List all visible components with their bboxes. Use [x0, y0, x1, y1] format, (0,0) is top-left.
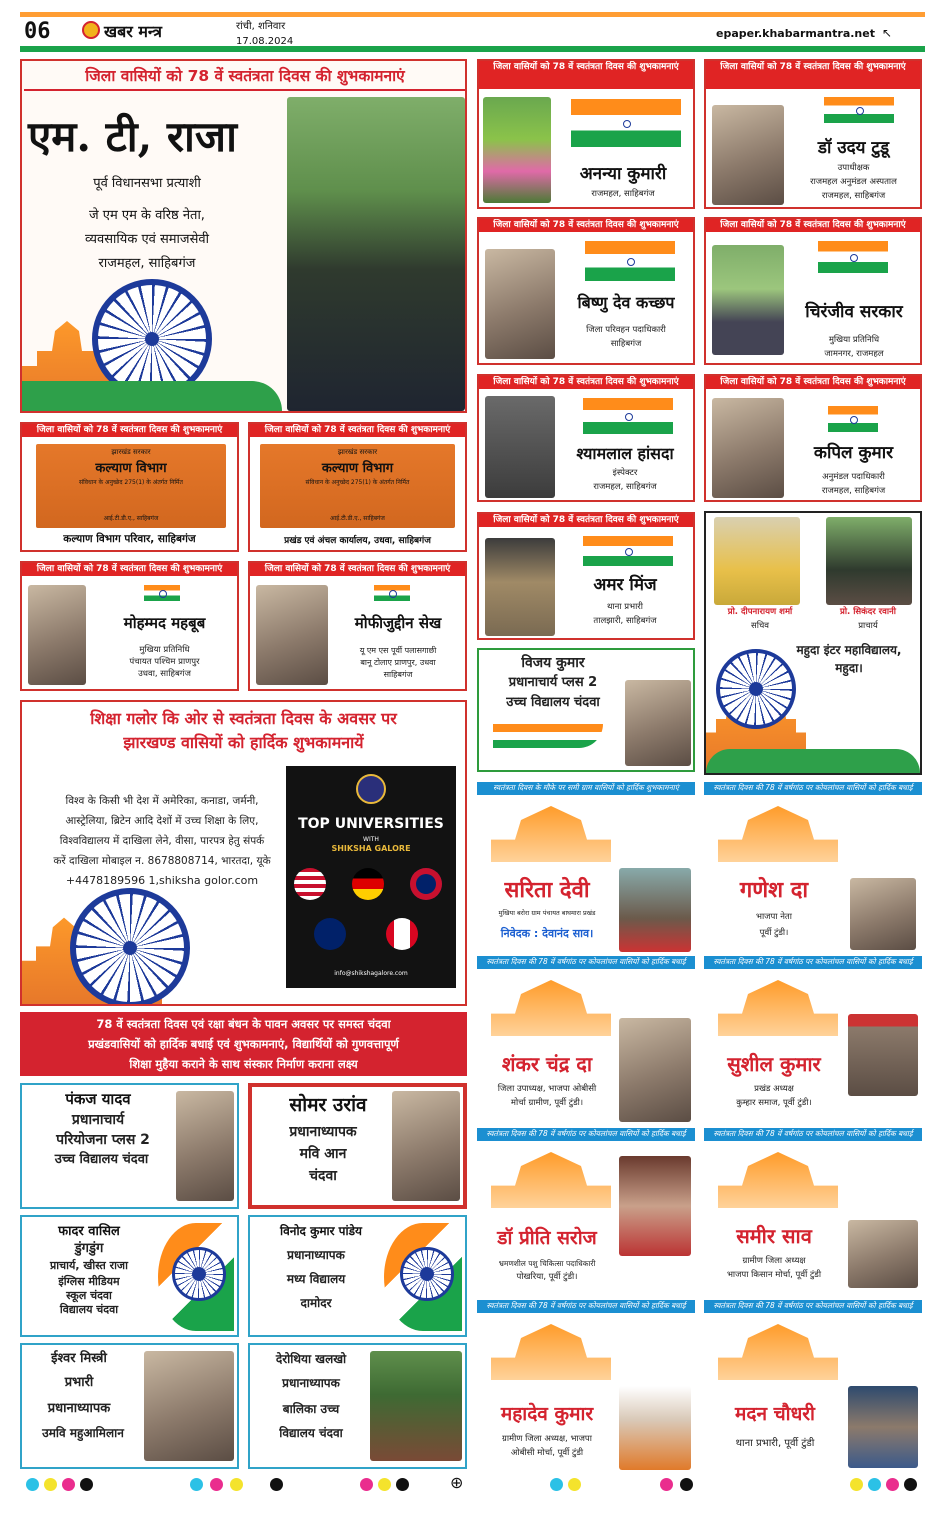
- main-ad: [20, 59, 467, 413]
- kalyan-ad-2: [248, 422, 467, 552]
- black-mark-icon: [680, 1478, 693, 1491]
- flag-icon: [828, 406, 878, 432]
- cyan-mark-icon: [868, 1478, 881, 1491]
- kalyan-1-caption: कल्याण विभाग परिवार, साहिबगंज: [63, 533, 196, 545]
- madan-photo: [848, 1386, 918, 1468]
- main-ad-place: राजमहल, साहिबगंज: [98, 256, 196, 271]
- issue-date: 17.08.2024: [236, 36, 294, 47]
- sameer-photo: [848, 1220, 918, 1288]
- mofizuddin-photo: [256, 585, 328, 685]
- ad-chiranjeev-sarkar: जिला वासियों को 78 वें स्वतंत्रता दिवस की शुभकामनाएं चिरंजीव सरकार मुखिया प्रतिनिधि जामनगर, राजमहल: [704, 217, 922, 365]
- ad-sushil-kumar: स्वतंत्रता दिवस की 78 वें वर्षगांठ पर कोयलांचल वासियों को हार्दिक बधाई सुशील कुमार प्रखंड अध्यक्ष कुम्हार समाज, पूर्वी टुंडी।: [704, 956, 922, 1124]
- ad-sarita-devi: स्वतंत्रता दिवस के मौके पर समी ग्राम वासियों को हार्दिक शुभकामनाएं सरिता देवी मुखिया बरोरा ग्राम पंचायत बाघमारा प्रखंड निवेदक : देवानंद साव।: [477, 782, 695, 952]
- ad-shyamlal-hansda: जिला वासियों को 78 वें स्वतंत्रता दिवस की शुभकामनाएं श्यामलाल हांसदा इंस्पेक्टर राजमहल, साहिबगंज: [477, 374, 695, 502]
- poster-logo-icon: [356, 774, 386, 804]
- canada-flag-icon: [386, 918, 418, 950]
- ad-bishnu-dev-kachhap: जिला वासियों को 78 वें स्वतंत्रता दिवस की शुभकामनाएं बिष्णु देव कच्छप जिला परिवहन पदाधिकारी साहिबगंज: [477, 217, 695, 365]
- amar-photo: [485, 538, 555, 636]
- flag-icon: [571, 99, 681, 147]
- flag-icon: [583, 398, 673, 434]
- ad-dr-preeti-saroj: स्वतंत्रता दिवस की 78 वें वर्षगांठ पर कोयलांचल वासियों को हार्दिक बधाई डॉ प्रीति सरोज भ्रमणशील पशु चिकित्सा पदाधिकारी पोखरिया, पूर्वी टुंडी।: [477, 1128, 695, 1296]
- mahboob-photo: [28, 585, 86, 685]
- green-wave: [706, 749, 920, 773]
- main-ad-desc1: जे एम एम के वरिष्ठ नेता,: [89, 208, 205, 223]
- ad-ananya-kumari: जिला वासियों को 78 वें स्वतंत्रता दिवस की शुभकामनाएं अनन्या कुमारी राजमहल, साहिबगंज: [477, 59, 695, 209]
- ananya-photo: [483, 97, 551, 203]
- ad-amar-minj: जिला वासियों को 78 वें स्वतंत्रता दिवस की शुभकामनाएं अमर मिंज थाना प्रभारी तालझारी, साहिबगंज: [477, 512, 695, 640]
- cyan-mark-icon: [190, 1478, 203, 1491]
- kalyan-2-caption: प्रखंड एवं अंचल कार्यालय, उधवा, साहिबगंज: [284, 536, 431, 546]
- monument-graphic: [491, 1324, 611, 1380]
- crosshair-icon: ⊕: [450, 1473, 464, 1492]
- shiksha-headline-1: शिक्षा गलोर कि ओर से स्वतंत्रता दिवस के अवसर पर: [90, 709, 397, 728]
- ad-mahadev-kumar: स्वतंत्रता दिवस की 78 वें वर्षगांठ पर कोयलांचल वासियों को हार्दिक बधाई महादेव कुमार ग्रामीण जिला अध्यक्ष, भाजपा ओबीसी मोर्चा, पूर्वी टुंडी: [477, 1300, 695, 1472]
- city-day: रांची, शनिवार: [236, 21, 286, 32]
- kalyan-1-greeting: जिला वासियों को 78 वें स्वतंत्रता दिवस की शुभकामनाएं: [22, 424, 237, 437]
- pankaj-photo: [176, 1091, 234, 1201]
- sikandar-photo: [826, 517, 912, 605]
- tundi-grid: [477, 782, 922, 1474]
- card-father-vasil: फादर वासिल डुंगडुंग प्राचार्य, खीस्त राजा इंग्लिस मीडियम स्कूल चंदवा विद्यालय चंदवा: [20, 1215, 239, 1337]
- yellow-mark-icon: [850, 1478, 863, 1491]
- main-ad-desc2: व्यवसायिक एवं समाजसेवी: [85, 232, 209, 247]
- monument-graphic: [718, 1324, 838, 1380]
- usa-flag-icon: [294, 868, 326, 900]
- person-name: मोहम्मद महबूब: [123, 614, 206, 632]
- ashoka-chakra-icon: [172, 1247, 226, 1301]
- flag-icon: [818, 241, 888, 273]
- australia-flag-icon: [314, 918, 346, 950]
- ganesh-photo: [850, 878, 916, 950]
- uk-flag-icon: [410, 868, 442, 900]
- color-registration-marks: [20, 1473, 925, 1494]
- cursor-icon: ↖: [882, 26, 893, 40]
- person-name: मोफीजुद्दीन सेख: [354, 614, 442, 632]
- shiksha-headline-2: झारखण्ड वासियों को हार्दिक शुभकामनायें: [123, 733, 364, 752]
- derothiya-photo: [370, 1351, 462, 1461]
- ashoka-chakra-icon: [716, 649, 796, 729]
- sarita-photo: [619, 868, 691, 952]
- chiranjeev-photo: [712, 245, 784, 355]
- flag-icon: [583, 536, 673, 566]
- green-wave: [22, 381, 282, 411]
- ad-madan-chaudhary: स्वतंत्रता दिवस की 78 वें वर्षगांठ पर कोयलांचल वासियों को हार्दिक बधाई मदन चौधरी थाना प्रभारी, पूर्वी टुंडी: [704, 1300, 922, 1472]
- yellow-mark-icon: [230, 1478, 243, 1491]
- card-vinod-pandey: विनोद कुमार पांडेय प्रधानाध्यापक मध्य विद्यालय दामोदर: [248, 1215, 467, 1337]
- somar-photo: [392, 1091, 460, 1201]
- card-ishwar-mistri: ईश्वर मिस्त्री प्रभारी प्रधानाध्यापक उमवि महुआमिलान: [20, 1343, 239, 1469]
- cyan-mark-icon: [550, 1478, 563, 1491]
- monument-graphic: [718, 1152, 838, 1208]
- kalyan-2-sign: झारखंड सरकार कल्याण विभाग संविधान के अनुच्छेद 275(1) के अंतर्गत निर्मित आई.टी.डी.ए., साहिबगंज: [260, 444, 455, 528]
- main-ad-name: एम. टी, राजा: [28, 112, 237, 161]
- ad-mohammad-mahboob: जिला वासियों को 78 वें स्वतंत्रता दिवस की शुभकामनाएं मोहम्मद महबूब मुखिया प्रतिनिधि पंचायत पश्चिम प्राणपुर उधवा, साहिबगंज: [20, 561, 239, 691]
- ad-kapil-kumar: जिला वासियों को 78 वें स्वतंत्रता दिवस की शुभकामनाएं कपिल कुमार अनुमंडल पदाधिकारी राजमहल, साहिबगंज: [704, 374, 922, 502]
- shiksha-galore-ad: शिक्षा गलोर कि ओर से स्वतंत्रता दिवस के अवसर पर झारखण्ड वासियों को हार्दिक शुभकामनायें विश्व के किसी भी देश में अमेरिका, कनाडा, जर्मनी, आस्ट्रेलिया, ब्रिटेन आदि देशों में उच्च शिक्षा के लिए, विश्वविद्यालय में दाखिला लेने, वीसा, पारपत्र हेतु संपर्क करें दाखिला मोबाइल न. 8678808714, भारतदा, यूके +4478189596 1,shiksha golor.com TOP UNIVERSITIES WITH SHIKSHA GALORE info@shikshagalore.com: [20, 700, 467, 1006]
- magenta-mark-icon: [360, 1478, 373, 1491]
- bishnu-photo: [485, 249, 555, 359]
- ad-mofizuddin-sekh: जिला वासियों को 78 वें स्वतंत्रता दिवस की शुभकामनाएं मोफीजुद्दीन सेख यू एम एस पूर्वी पलासगाछी बानू टोलाए प्राणपुर, उधवा साहिबगंज: [248, 561, 467, 691]
- page-number: 06: [24, 19, 51, 44]
- card-derothiya-khalkho: देरोथिया खलखो प्रधानाध्यापक बालिका उच्च विद्यालय चंदवा: [248, 1343, 467, 1469]
- mahadev-photo: [619, 1386, 691, 1470]
- black-mark-icon: [396, 1478, 409, 1491]
- deepnarayan-photo: [714, 517, 800, 605]
- page-header: [20, 12, 925, 52]
- flag-icon: [824, 97, 894, 123]
- cyan-mark-icon: [26, 1478, 39, 1491]
- magenta-mark-icon: [660, 1478, 673, 1491]
- monument-graphic: [718, 980, 838, 1036]
- monument-graphic: [718, 806, 838, 862]
- ad-mahudda-college: प्रो. दीपनारायण शर्मा सचिव प्रो. सिकंदर रवानी प्राचार्य महुदा इंटर महाविद्यालय, महुदा।: [704, 511, 922, 775]
- brand-name: खबर मन्त्र: [104, 22, 162, 41]
- flag-icon: [144, 585, 180, 601]
- ad-shankar-chandra-da: स्वतंत्रता दिवस की 78 वें वर्षगांठ पर कोयलांचल वासियों को हार्दिक बधाई शंकर चंद्र दा जिला उपाध्यक्ष, भाजपा ओबीसी मोर्चा ग्रामीण, पूर्वी टुंडी।: [477, 956, 695, 1124]
- chandwa-banner: 78 वें स्वतंत्रता दिवस एवं रक्षा बंधन के पावन अवसर पर समस्त चंदवा प्रखंडवासियों को हार्दिक बधाई एवं शुभकामनाएं, विद्यार्थियों को गुणवत्तापूर्ण शिक्षा मुहैया कराने के साथ संस्कार निर्माण कराना लक्ष्य: [20, 1012, 467, 1076]
- monument-graphic: [491, 980, 611, 1036]
- sushil-photo: [848, 1014, 918, 1096]
- magenta-mark-icon: [210, 1478, 223, 1491]
- yellow-mark-icon: [44, 1478, 57, 1491]
- brand-logo-icon: [82, 21, 100, 39]
- ashoka-chakra-icon: [400, 1247, 454, 1301]
- website-link[interactable]: epaper.khabarmantra.net: [716, 27, 875, 40]
- magenta-mark-icon: [62, 1478, 75, 1491]
- kalyan-1-sign: झारखंड सरकार कल्याण विभाग संविधान के अनुच्छेद 275(1) के अंतर्गत निर्मित आई.टी.डी.ए., साहिबगंज: [36, 444, 226, 528]
- kalyan-ad-1: [20, 422, 239, 552]
- black-mark-icon: [270, 1478, 283, 1491]
- black-mark-icon: [80, 1478, 93, 1491]
- kapil-photo: [712, 398, 784, 498]
- vijay-photo: [625, 680, 691, 766]
- ad-sameer-sao: स्वतंत्रता दिवस की 78 वें वर्षगांठ पर कोयलांचल वासियों को हार्दिक बधाई समीर साव ग्रामीण जिला अध्यक्ष भाजपा किसान मोर्चा, पूर्वी टुंडी: [704, 1128, 922, 1296]
- preeti-photo: [619, 1156, 691, 1256]
- main-ad-title: पूर्व विधानसभा प्रत्याशी: [93, 176, 201, 191]
- shyamlal-photo: [485, 396, 555, 498]
- shiksha-poster: TOP UNIVERSITIES WITH SHIKSHA GALORE info@shikshagalore.com: [286, 766, 456, 988]
- ad-ganesh-da: स्वतंत्रता दिवस की 78 वें वर्षगांठ पर कोयलांचल वासियों को हार्दिक बधाई गणेश दा भाजपा नेता पूर्वी टुंडी।: [704, 782, 922, 952]
- flag-icon: [585, 241, 675, 281]
- yellow-mark-icon: [568, 1478, 581, 1491]
- monument-graphic: [491, 806, 611, 862]
- black-mark-icon: [904, 1478, 917, 1491]
- card-somar-uraon: सोमर उरांव प्रधानाध्यापक मवि आन चंदवा: [248, 1083, 467, 1209]
- kalyan-2-greeting: जिला वासियों को 78 वें स्वतंत्रता दिवस की शुभकामनाएं: [250, 424, 465, 437]
- flag-icon: [374, 585, 410, 601]
- yellow-mark-icon: [378, 1478, 391, 1491]
- ad-vijay-kumar: विजय कुमार प्रधानाचार्य प्लस 2 उच्च विद्यालय चंदवा: [477, 648, 695, 772]
- germany-flag-icon: [352, 868, 384, 900]
- monument-graphic: [491, 1152, 611, 1208]
- tricolor-ribbon: [493, 724, 603, 748]
- uday-photo: [712, 105, 784, 205]
- ad-dr-uday-tudu: जिला वासियों को 78 वें स्वतंत्रता दिवस की शुभकामनाएं डॉ उदय टुडू उपाधीक्षक राजमहल अनुमंडल अस्पताल राजमहल, साहिबगंज: [704, 59, 922, 209]
- shankar-photo: [619, 1018, 691, 1122]
- mt-raja-photo: [287, 97, 465, 411]
- card-pankaj-yadav: पंकज यादव प्रधानाचार्य परियोजना प्लस 2 उच्च विद्यालय चंदवा: [20, 1083, 239, 1209]
- magenta-mark-icon: [886, 1478, 899, 1491]
- ashoka-chakra-icon: [70, 888, 190, 1006]
- ishwar-photo: [144, 1351, 234, 1461]
- main-ad-greeting: जिला वासियों को 78 वें स्वतंत्रता दिवस की शुभकामनाएं: [24, 64, 466, 91]
